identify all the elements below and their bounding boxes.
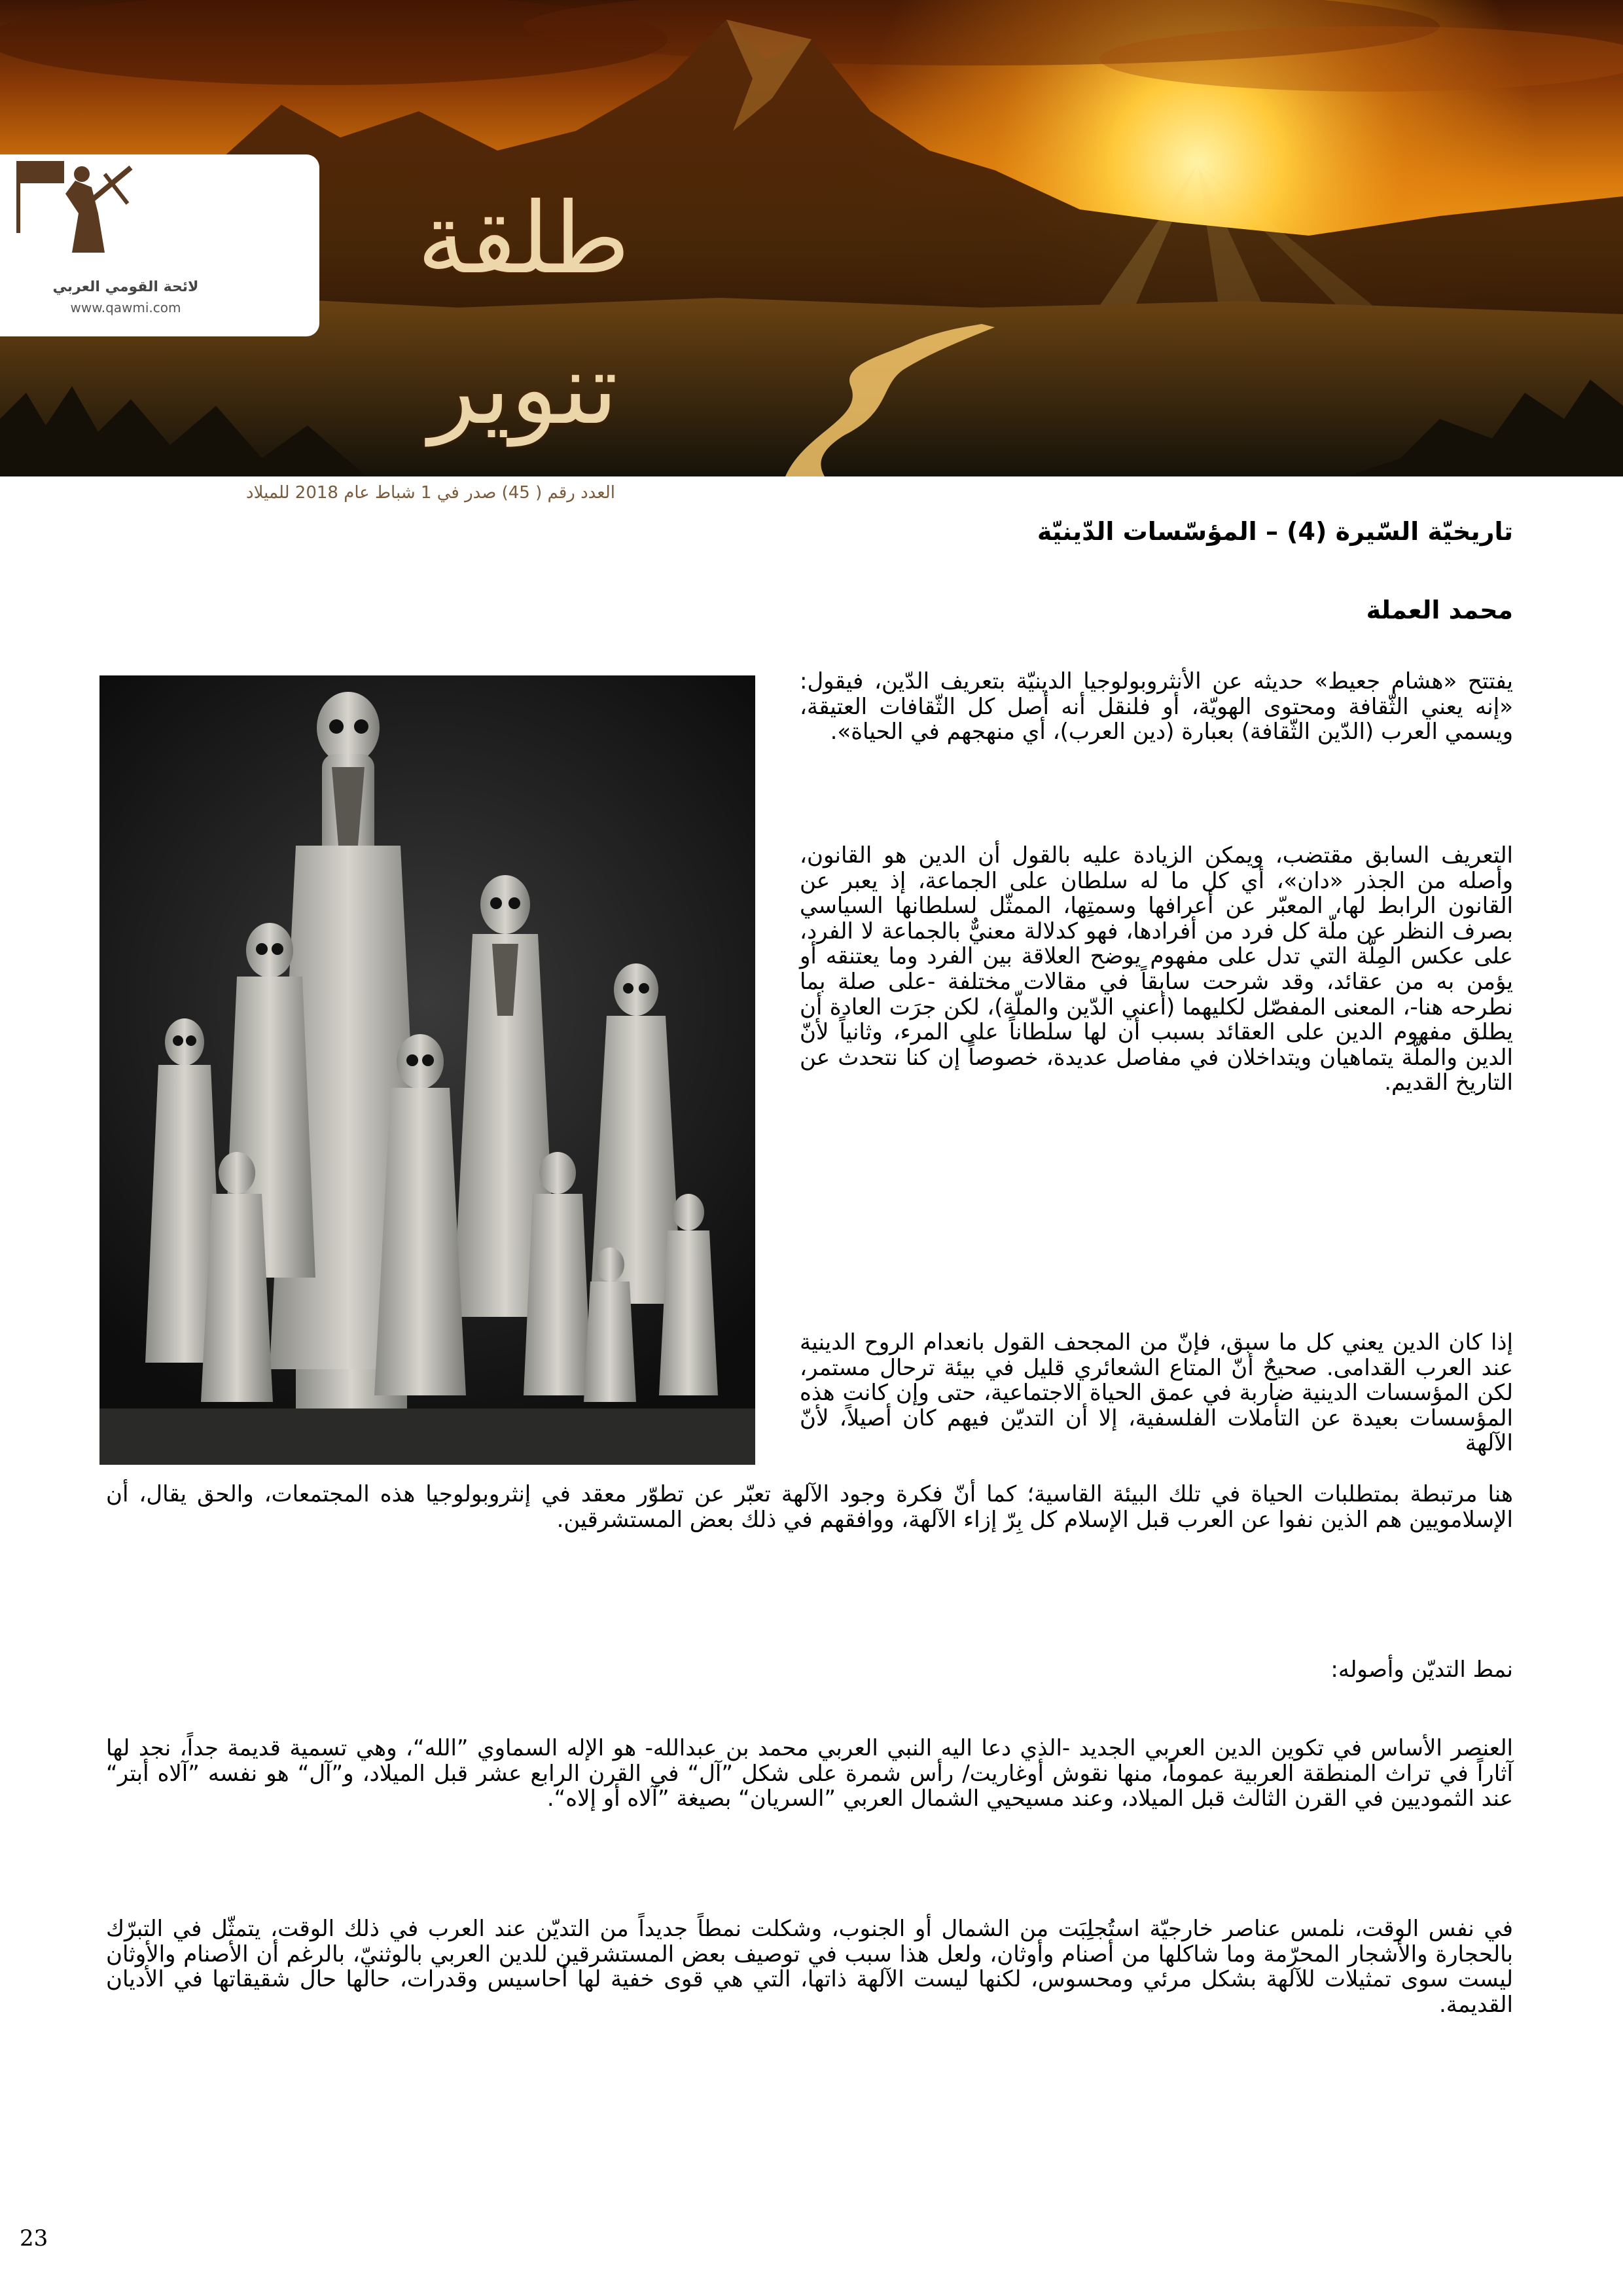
logo-panel xyxy=(0,154,319,336)
logo-name: لائحة القومي العربي xyxy=(52,279,199,295)
paragraph-2: التعريف السابق مقتضب، ويمكن الزيادة عليه بالقول أن الدين هو القانون، وأصله من الجذر «دان»، أي كل ما له سلطان على الجماعة، إذ يعبر عن القانون الرابط لها، المعبّر عن أعرافها وسمتِها، الممثّل لسلطانها السياسي بصرف النظر عن ملّة كل فرد من أفرادها، فهو كدلالة معنيٌّ بالجماعة لا الفرد، على عكس المِلّة التي تدل على مفهوم يوضح العلاقة بين الفرد وما يعتنقه أو يؤمن به من عقائد، وقد شرحت سابقاً في مقالات مختلفة -على صلة بما نطرحه هنا-، المعنى المفصّل لكليهما (أعني الدّين والملّة)، لكن جرَت العادة أن يطلق مفهوم الدين على العقائد بسبب أن لها سلطاناً على المرء، وثانياً لأنّ الدين والملّة يتماهيان ويتداخلان في مفاصل عديدة، خصوصاً إن كنا نتحدث عن التاريخ القديم. xyxy=(800,842,1513,1096)
article-title: تاريخيّة السّيرة (4) – المؤسّسات الدّينيّة xyxy=(1037,517,1513,546)
page-number: 23 xyxy=(20,2225,48,2251)
section-heading: نمط التديّن وأصوله: xyxy=(1330,1657,1513,1683)
logo-url: www.qawmi.com xyxy=(70,300,181,315)
issue-line: العدد رقم ( 45) صدر في 1 شباط عام 2018 للميلاد xyxy=(246,483,615,503)
paragraph-1: يفتتح «هشام جعيط» حديثه عن الأنثروبولوجيا الدينيّة بتعريف الدّين، فيقول: «إنه يعني الثّقافة ومحتوى الهويّة، أو فلنقل أنه أصل كل الثّقافات العتيقة، ويسمي العرب (الدّين الثّقافة) بعبارة (دين العرب)، أي منهجهم في الحياة». xyxy=(800,668,1513,745)
article-author: محمد العملة xyxy=(1366,596,1513,624)
paragraph-4: هنا مرتبطة بمتطلبات الحياة في تلك البيئة القاسية؛ كما أنّ فكرة وجود الآلهة تعبّر عن تطوّر معقد في إنثروبولوجيا هذه المجتمعات، والحق يقال، أن الإسلامويين هم الذين نفوا عن العرب قبل الإسلام كل بِرّ إزاء الآلهة، ووافقهم في ذلك بعض المستشرقين. xyxy=(106,1481,1513,1533)
header-banner xyxy=(0,0,1623,476)
logo-figure-icon xyxy=(0,154,137,259)
sumerian-statues-photo xyxy=(99,675,755,1465)
paragraph-3: إذا كان الدين يعني كل ما سبق، فإنّ من المجحف القول بانعدام الروح الدينية عند العرب القدامى. صحيحٌ أنّ المتاع الشعائري قليل في بيئة ترحال مستمر، لكن المؤسسات الدينية ضاربة في عمق الحياة الاجتماعية، حتى وإن كانت هذه المؤسسات بعيدة عن التأملات الفلسفية، إلا أن التديّن فيهم كان أصيلاً، لأنّ الآلهة xyxy=(800,1329,1513,1457)
magazine-title: طلقة تنوير xyxy=(417,182,630,446)
paragraph-5: العنصر الأساس في تكوين الدين العربي الجديد -الذي دعا اليه النبي العربي محمد بن عبدالله- هو الإله السماوي ”الله“، وهي تسمية قديمة جداً، نجد لها آثاراً في تراث المنطقة العربية عموماً، منها نقوش أوغاريت/ رأس شمرة على شكل ”آل“ في القرن الرابع عشر قبل الميلاد، و”آل“ هو نفسه ”آلاه أبتر“ عند الثموديين في القرن الثالث قبل الميلاد، وعند مسيحيي الشمال العربي ”السريان“ بصيغة ”آلاه أو إلاه“. xyxy=(106,1735,1513,1812)
paragraph-6: في نفس الوقت، نلمس عناصر خارجيّة استُجلِبَت من الشمال أو الجنوب، وشكلت نمطاً جديداً من التديّن عند العرب في ذلك الوقت، يتمثّل في التبرّك بالحجارة والأشجار المحرّمة وما شاكلها من أصنام وأوثان، ولعل هذا سبب في توصيف بعض المستشرقين للدين العربي بالوثنيّ، بالرغم أن الأصنام والأوثان ليست سوى تمثيلات للآلهة بشكل مرئي ومحسوس، لكنها ليست الآلهة ذاتها، التي هي قوى خفية لها أحاسيس وقدرات، حالها حال شقيقاتها في الأديان القديمة. xyxy=(106,1916,1513,2018)
